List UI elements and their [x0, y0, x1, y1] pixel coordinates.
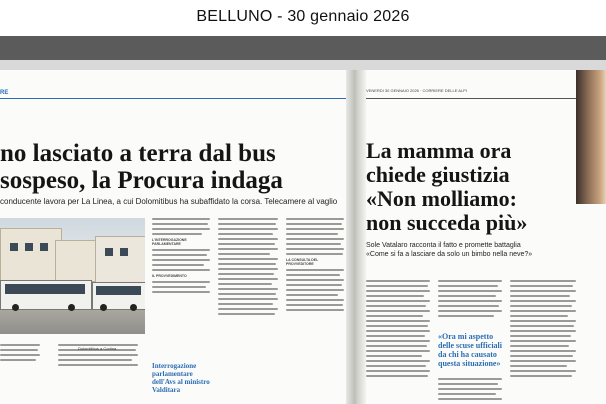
- section-rule: [0, 98, 346, 99]
- left-col-4: [218, 218, 278, 318]
- right-headline-line4: non succeda più»: [366, 210, 528, 235]
- left-col-5: [286, 218, 344, 314]
- right-col-2b: [438, 378, 502, 403]
- photo-caption: Dolomitibus a Cortina: [78, 346, 117, 351]
- date-header-title: BELLUNO - 30 gennaio 2026: [196, 8, 410, 25]
- right-headline-line3: «Non molliamo:: [366, 186, 517, 211]
- newspaper-spread: [0, 70, 606, 404]
- kicker-interrogazione: L'INTERROGAZIONE PARLAMENTARE: [152, 238, 187, 246]
- right-section-rule: [366, 98, 576, 99]
- date-header: [0, 0, 606, 36]
- section-label: RE: [0, 90, 9, 96]
- left-page: [0, 70, 346, 404]
- kicker-consulta: LA CONSULTA DEL PROVVEDITORE: [286, 258, 319, 266]
- kicker-provvedimento: IL PROVVEDIMENTO: [152, 274, 187, 278]
- left-headline-line2: sospeso, la Procura indaga: [0, 167, 283, 194]
- right-pull-quote: «Ora mi aspetto delle scuse ufficiali da chi ha causato questa situazione»: [438, 332, 502, 368]
- right-page-meta: VENERDI 30 GENNAIO 2026 · CORRIERE DELLE ALPI: [366, 88, 467, 93]
- right-subtitle-line1: Sole Vatalaro racconta il fatto e promette battaglia: [366, 242, 521, 249]
- page-gutter: [346, 70, 366, 404]
- right-page: [366, 70, 606, 404]
- viewer-toolbar-divider: [0, 60, 606, 70]
- left-subhead: Interrogazione parlamentare dell'Avs al ministro Valditara: [152, 362, 210, 394]
- right-subtitle-line2: «Come si fa a lasciare da solo un bimbo nella neve?»: [366, 251, 533, 258]
- left-subtitle: conducente lavora per La Linea, a cui Dolomitibus ha subaffidato la corsa. Telecamere al vaglio: [0, 197, 338, 206]
- left-headline-line1: no lasciato a terra dal bus: [0, 140, 276, 167]
- right-col-3: [510, 280, 576, 380]
- viewer-toolbar-band: [0, 36, 606, 60]
- right-col-1: [366, 280, 430, 380]
- right-col-2: [438, 280, 502, 320]
- right-headline-line2: chiede giustizia: [366, 162, 510, 187]
- left-col-3: [152, 218, 210, 296]
- left-col-1: [0, 344, 40, 364]
- right-headline-line1: La mamma ora: [366, 138, 512, 163]
- bus-photo: [0, 218, 145, 334]
- right-portrait-photo: [576, 70, 606, 204]
